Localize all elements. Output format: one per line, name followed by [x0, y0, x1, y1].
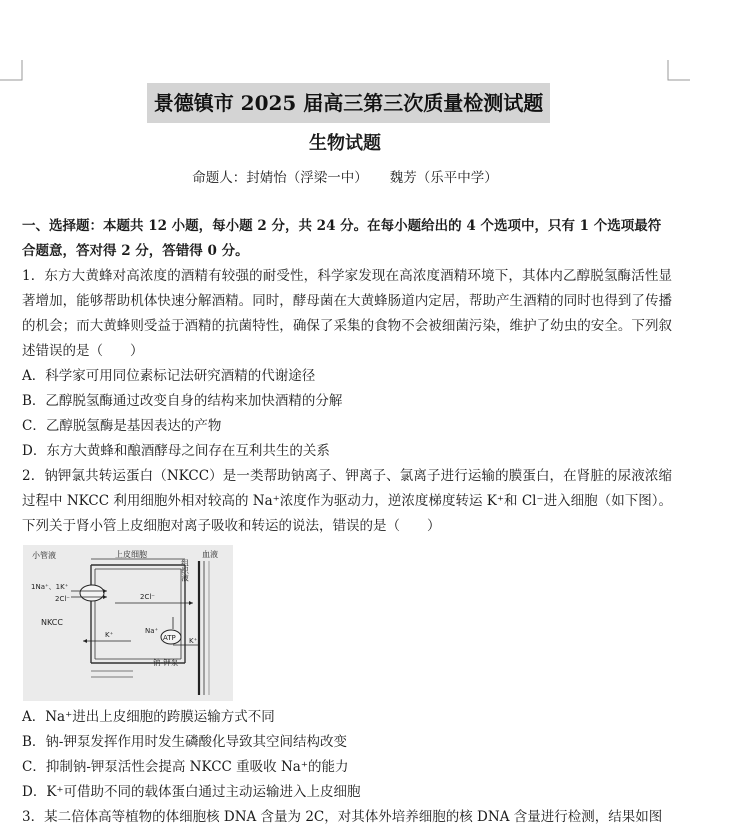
authors-line: [0, 168, 690, 188]
exam-title: 景德镇市 2025 届高三第三次质量检测试题: [147, 83, 550, 123]
figure-label-atp: ATP: [163, 634, 176, 642]
question-2-option-b: B．钠-钾泵发挥作用时发生磷酸化导致其空间结构改变: [22, 734, 347, 750]
figure-label-blood: 血液: [202, 550, 218, 559]
question-2-option-d: D．K⁺可借助不同的载体蛋白通过主动运输进入上皮细胞: [22, 784, 361, 800]
question-2-option-a: A．Na⁺进出上皮细胞的跨膜运输方式不同: [22, 709, 275, 725]
figure-label-ions-in: 1Na⁺、1K⁺: [31, 583, 69, 591]
question-1-option-c: C．乙醇脱氢酶是基因表达的产物: [22, 418, 222, 434]
crop-mark-top-right: [666, 60, 690, 82]
question-1-option-d: D．东方大黄蜂和酿酒酵母之间存在互利共生的关系: [22, 443, 330, 459]
figure-label-interstitial: 组织液: [180, 559, 190, 582]
figure-label-k-right: K⁺: [189, 637, 198, 645]
figure-label-na-pump: Na⁺: [145, 627, 159, 635]
question-1-stem: 1．东方大黄蜂对高浓度的酒精有较强的耐受性，科学家发现在高浓度酒精环境下，其体内乙醇脱氢酶活性显著增加，能够帮助机体快速分解酒精。同时，酵母菌在大黄蜂肠道内定居，帮助产生酒精的同时也得到了传播的机会；而大黄蜂则受益于酒精的抗菌特性，确保了采集的食物不会被细菌污染，维护了幼虫的安全。下列叙述错误的是（ ）: [22, 268, 672, 359]
question-2-option-c: C．抑制钠-钾泵活性会提高 NKCC 重吸收 Na⁺的能力: [22, 759, 349, 775]
question-3-stem: 3．某二倍体高等植物的体细胞核 DNA 含量为 2C，对其体外培养细胞的核 DNA 含量进行检测，结果如图: [22, 809, 663, 825]
nkcc-transport-figure: [23, 545, 233, 701]
figure-label-cl-out: 2Cl⁻: [140, 593, 155, 601]
figure-label-nkcc: NKCC: [41, 618, 63, 627]
question-1-option-a: A．科学家可用同位素标记法研究酒精的代谢途径: [22, 368, 316, 384]
crop-mark-top-left: [0, 60, 24, 82]
figure-label-pump: 钠-钾泵: [153, 658, 179, 667]
question-2-stem: 2．钠钾氯共转运蛋白（NKCC）是一类帮助钠离子、钾离子、氯离子进行运输的膜蛋白，在肾脏的尿液浓缩过程中 NKCC 利用细胞外相对较高的 Na⁺浓度作为驱动力，逆浓度梯度转运 K⁺和 Cl⁻进入细胞（如下图）。下列关于肾小管上皮细胞对离子吸收和转运的说法，错误的是（ ）: [22, 468, 672, 534]
figure-label-k-left: K⁺: [105, 631, 114, 639]
author-1: 命题人：封婧怡（浮梁一中）: [192, 170, 368, 186]
section-heading: 一、选择题：本题共 12 小题，每小题 2 分，共 24 分。在每小题给出的 4 个选项中，只有 1 个选项最符合题意，答对得 2 分，答错得 0 分。: [22, 218, 662, 259]
figure-label-lumen: 小管液: [32, 551, 56, 560]
figure-label-cell: 上皮细胞: [115, 550, 147, 559]
question-1-option-b: B．乙醇脱氢酶通过改变自身的结构来加快酒精的分解: [22, 393, 343, 409]
author-2: 魏芳（乐平中学）: [389, 170, 498, 186]
exam-subtitle: 生物试题: [309, 133, 381, 154]
figure-label-cl-in: 2Cl⁻: [55, 595, 70, 603]
document-body: [22, 214, 672, 825]
